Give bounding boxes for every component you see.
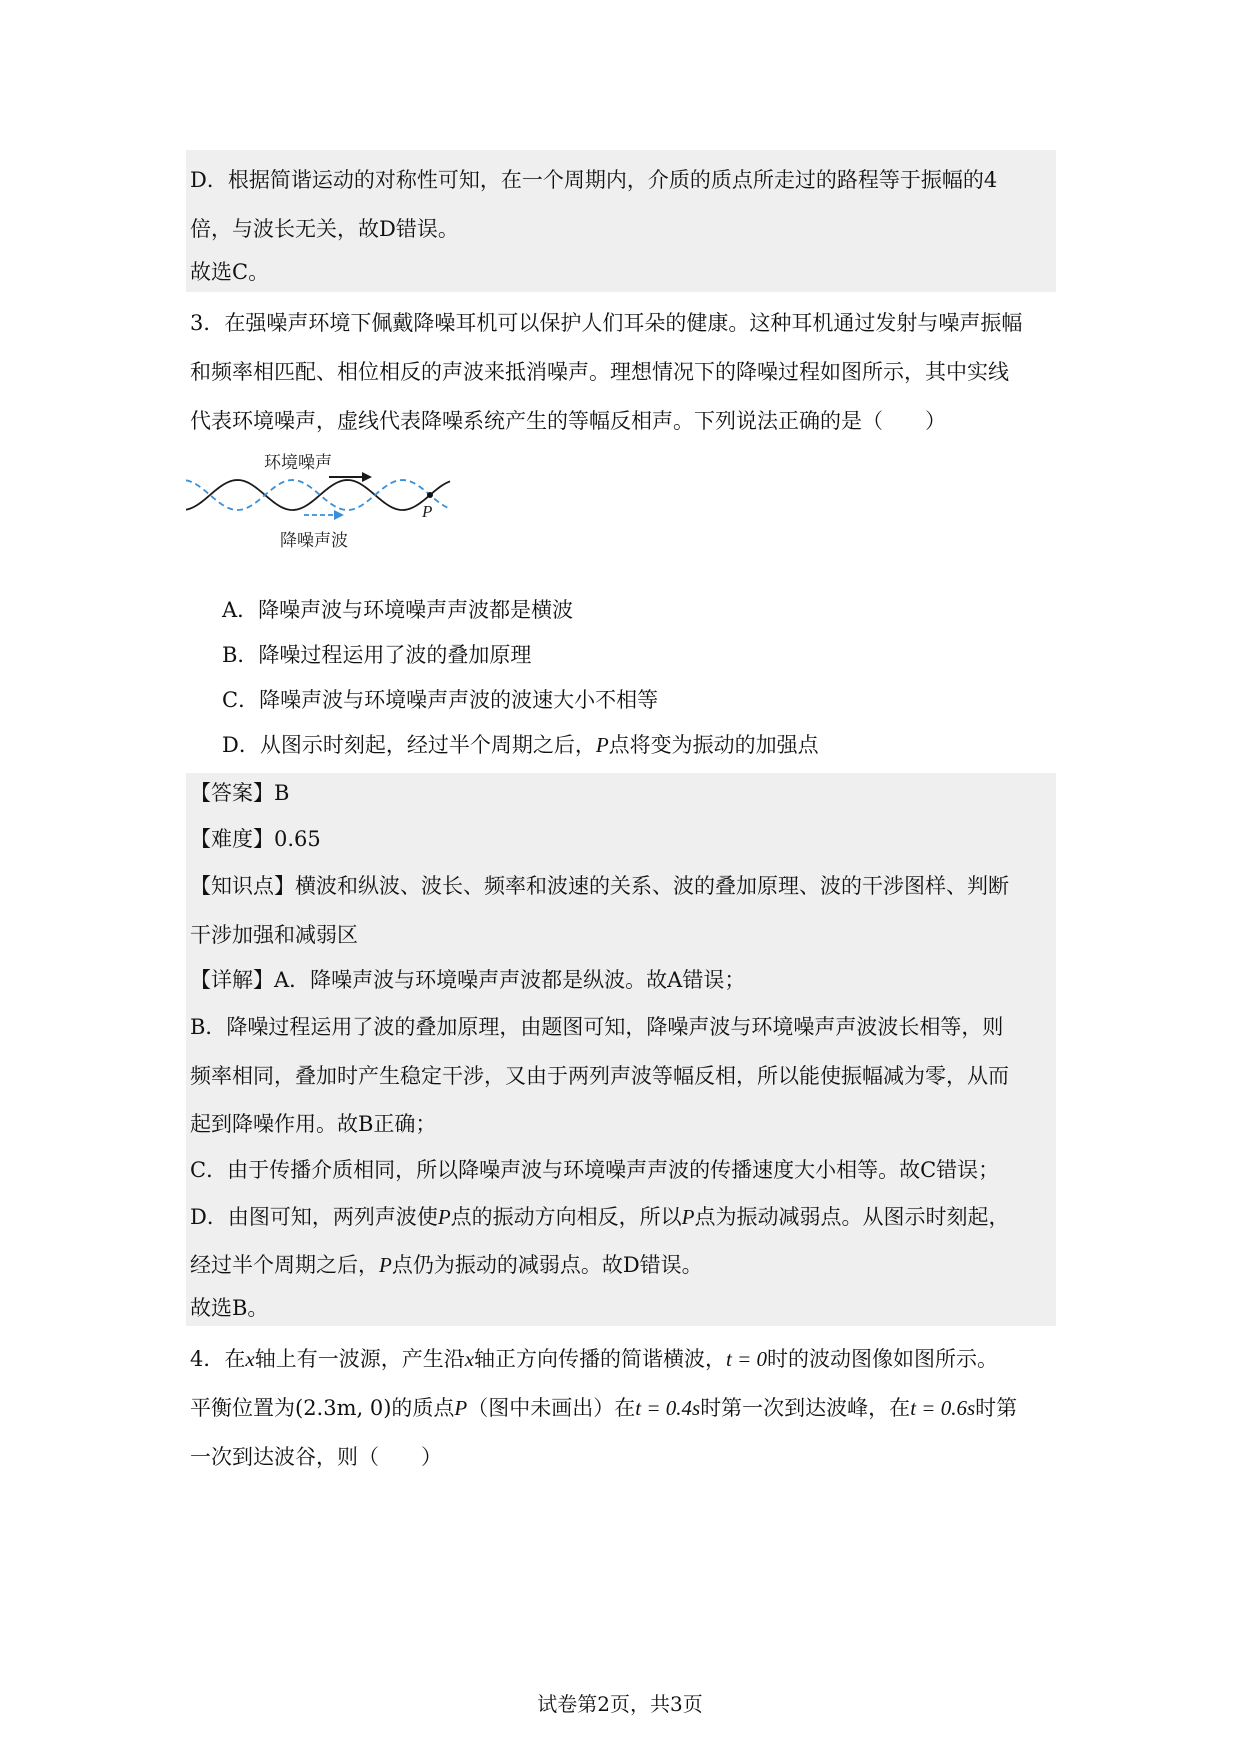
q4-l1-text-b: 轴上有一波源，产生沿: [254, 1347, 465, 1371]
label-anti-noise-wave: 降噪声波: [280, 531, 348, 551]
point-p-marker: [427, 492, 433, 498]
q4-l1-t0: t = 0: [726, 1347, 768, 1371]
q4-l2-text-d: 时第一次到达波峰，在: [700, 1396, 911, 1420]
q3-solution-choice: 故选B。: [190, 1296, 269, 1320]
q3-knowledge-line1: 【知识点】横波和纵波、波长、频率和波速的关系、波的叠加原理、波的干涉图样、判断: [190, 874, 1009, 898]
q3-answer: 【答案】B: [190, 781, 290, 805]
q4-l2-text-e: 时第: [975, 1396, 1018, 1420]
q4-l2-t2: t = 0.6s: [910, 1396, 976, 1420]
q3-detail-d2-pre: 经过半个周期之后，: [190, 1253, 379, 1277]
q3-option-d-post: 点将变为振动的加强点: [608, 733, 819, 757]
q3-stem-line1: 3．在强噪声环境下佩戴降噪耳机可以保护人们耳朵的健康。这种耳机通过发射与噪声振幅: [190, 311, 1023, 335]
q4-stem-line3: 一次到达波谷，则（ ）: [190, 1445, 442, 1469]
q3-detail-d1-var1: P: [437, 1205, 451, 1229]
environment-noise-wave: [186, 480, 450, 510]
q3-option-c: C．降噪声波与环境噪声声波的波速大小不相等: [222, 688, 659, 712]
prev-solution-d-line1: D．根据简谐运动的对称性可知，在一个周期内，介质的质点所走过的路程等于振幅的4: [190, 168, 998, 192]
q3-knowledge-line2: 干涉加强和减弱区: [190, 923, 358, 947]
q3-solution-block: [186, 773, 1056, 1326]
page-footer: 试卷第2页，共3页: [537, 1692, 703, 1716]
q3-detail-a: 【详解】A．降噪声波与环境噪声声波都是纵波。故A错误；: [190, 968, 746, 992]
q4-l2-text-a: 平衡位置为: [190, 1396, 295, 1420]
q3-option-d-pre: D．从图示时刻起，经过半个周期之后，: [222, 733, 596, 757]
q4-l2-t1: t = 0.4s: [635, 1396, 701, 1420]
q3-difficulty: 【难度】0.65: [190, 827, 321, 851]
anti-noise-wave: [186, 480, 450, 510]
q3-detail-d-line2: [190, 1251, 703, 1279]
q3-detail-d1-mid: 点的振动方向相反，所以: [450, 1205, 682, 1229]
q3-detail-b-line3: 起到降噪作用。故B正确；: [190, 1112, 437, 1136]
q4-stem-line1: [190, 1345, 998, 1373]
q3-detail-c: C．由于传播介质相同，所以降噪声波与环境噪声声波的传播速度大小相等。故C错误；: [190, 1158, 1000, 1182]
q4-l2-var-p: P: [454, 1396, 468, 1420]
q4-l1-text-c: 轴正方向传播的简谐横波，: [474, 1347, 727, 1371]
q4-l2-text-c: （图中未画出）在: [467, 1396, 636, 1420]
prev-solution-d-line2: 倍，与波长无关，故D错误。: [190, 217, 459, 241]
q4-l2-coordinate: (2.3m, 0): [295, 1396, 392, 1420]
q3-option-d: [222, 731, 819, 759]
q4-stem-line2: [190, 1394, 1017, 1422]
label-point-p: P: [422, 502, 433, 521]
q3-detail-d1-var2: P: [681, 1205, 695, 1229]
q3-detail-d-line1: [190, 1203, 1010, 1231]
q3-detail-d2-post: 点仍为振动的减弱点。故D错误。: [391, 1253, 703, 1277]
q3-detail-d1-pre: D．由图可知，两列声波使: [190, 1205, 438, 1229]
q4-l1-var-x2: x: [464, 1347, 475, 1371]
q3-detail-d2-var: P: [379, 1253, 392, 1277]
q3-option-b: B．降噪过程运用了波的叠加原理: [222, 643, 532, 667]
q3-stem-line2: 和频率相匹配、相位相反的声波来抵消噪声。理想情况下的降噪过程如图所示，其中实线: [190, 360, 1009, 384]
prev-solution-choice: 故选C。: [190, 260, 270, 284]
q3-option-a: A．降噪声波与环境噪声声波都是横波: [222, 598, 574, 622]
q3-stem-line3: 代表环境噪声，虚线代表降噪系统产生的等幅反相声。下列说法正确的是（ ）: [190, 409, 946, 433]
q4-l1-text-d: 时的波动图像如图所示。: [767, 1347, 999, 1371]
anti-noise-arrowhead: [334, 510, 344, 520]
q3-detail-b-line1: B．降噪过程运用了波的叠加原理，由题图可知，降噪声波与环境噪声声波波长相等，则: [190, 1015, 1004, 1039]
q4-l1-text-a: 4．在: [190, 1347, 246, 1371]
q3-option-d-var: P: [595, 733, 609, 757]
environment-noise-arrowhead: [362, 472, 372, 482]
q3-detail-d1-post: 点为振动减弱点。从图示时刻起，: [694, 1205, 1010, 1229]
label-environment-noise: 环境噪声: [264, 453, 332, 473]
q3-wave-diagram: [186, 442, 506, 562]
q4-l2-text-b: 的质点: [391, 1396, 455, 1420]
q3-detail-b-line2: 频率相同，叠加时产生稳定干涉，又由于两列声波等幅反相，所以能使振幅减为零，从而: [190, 1064, 1009, 1088]
q4-l1-var-x1: x: [245, 1347, 255, 1371]
